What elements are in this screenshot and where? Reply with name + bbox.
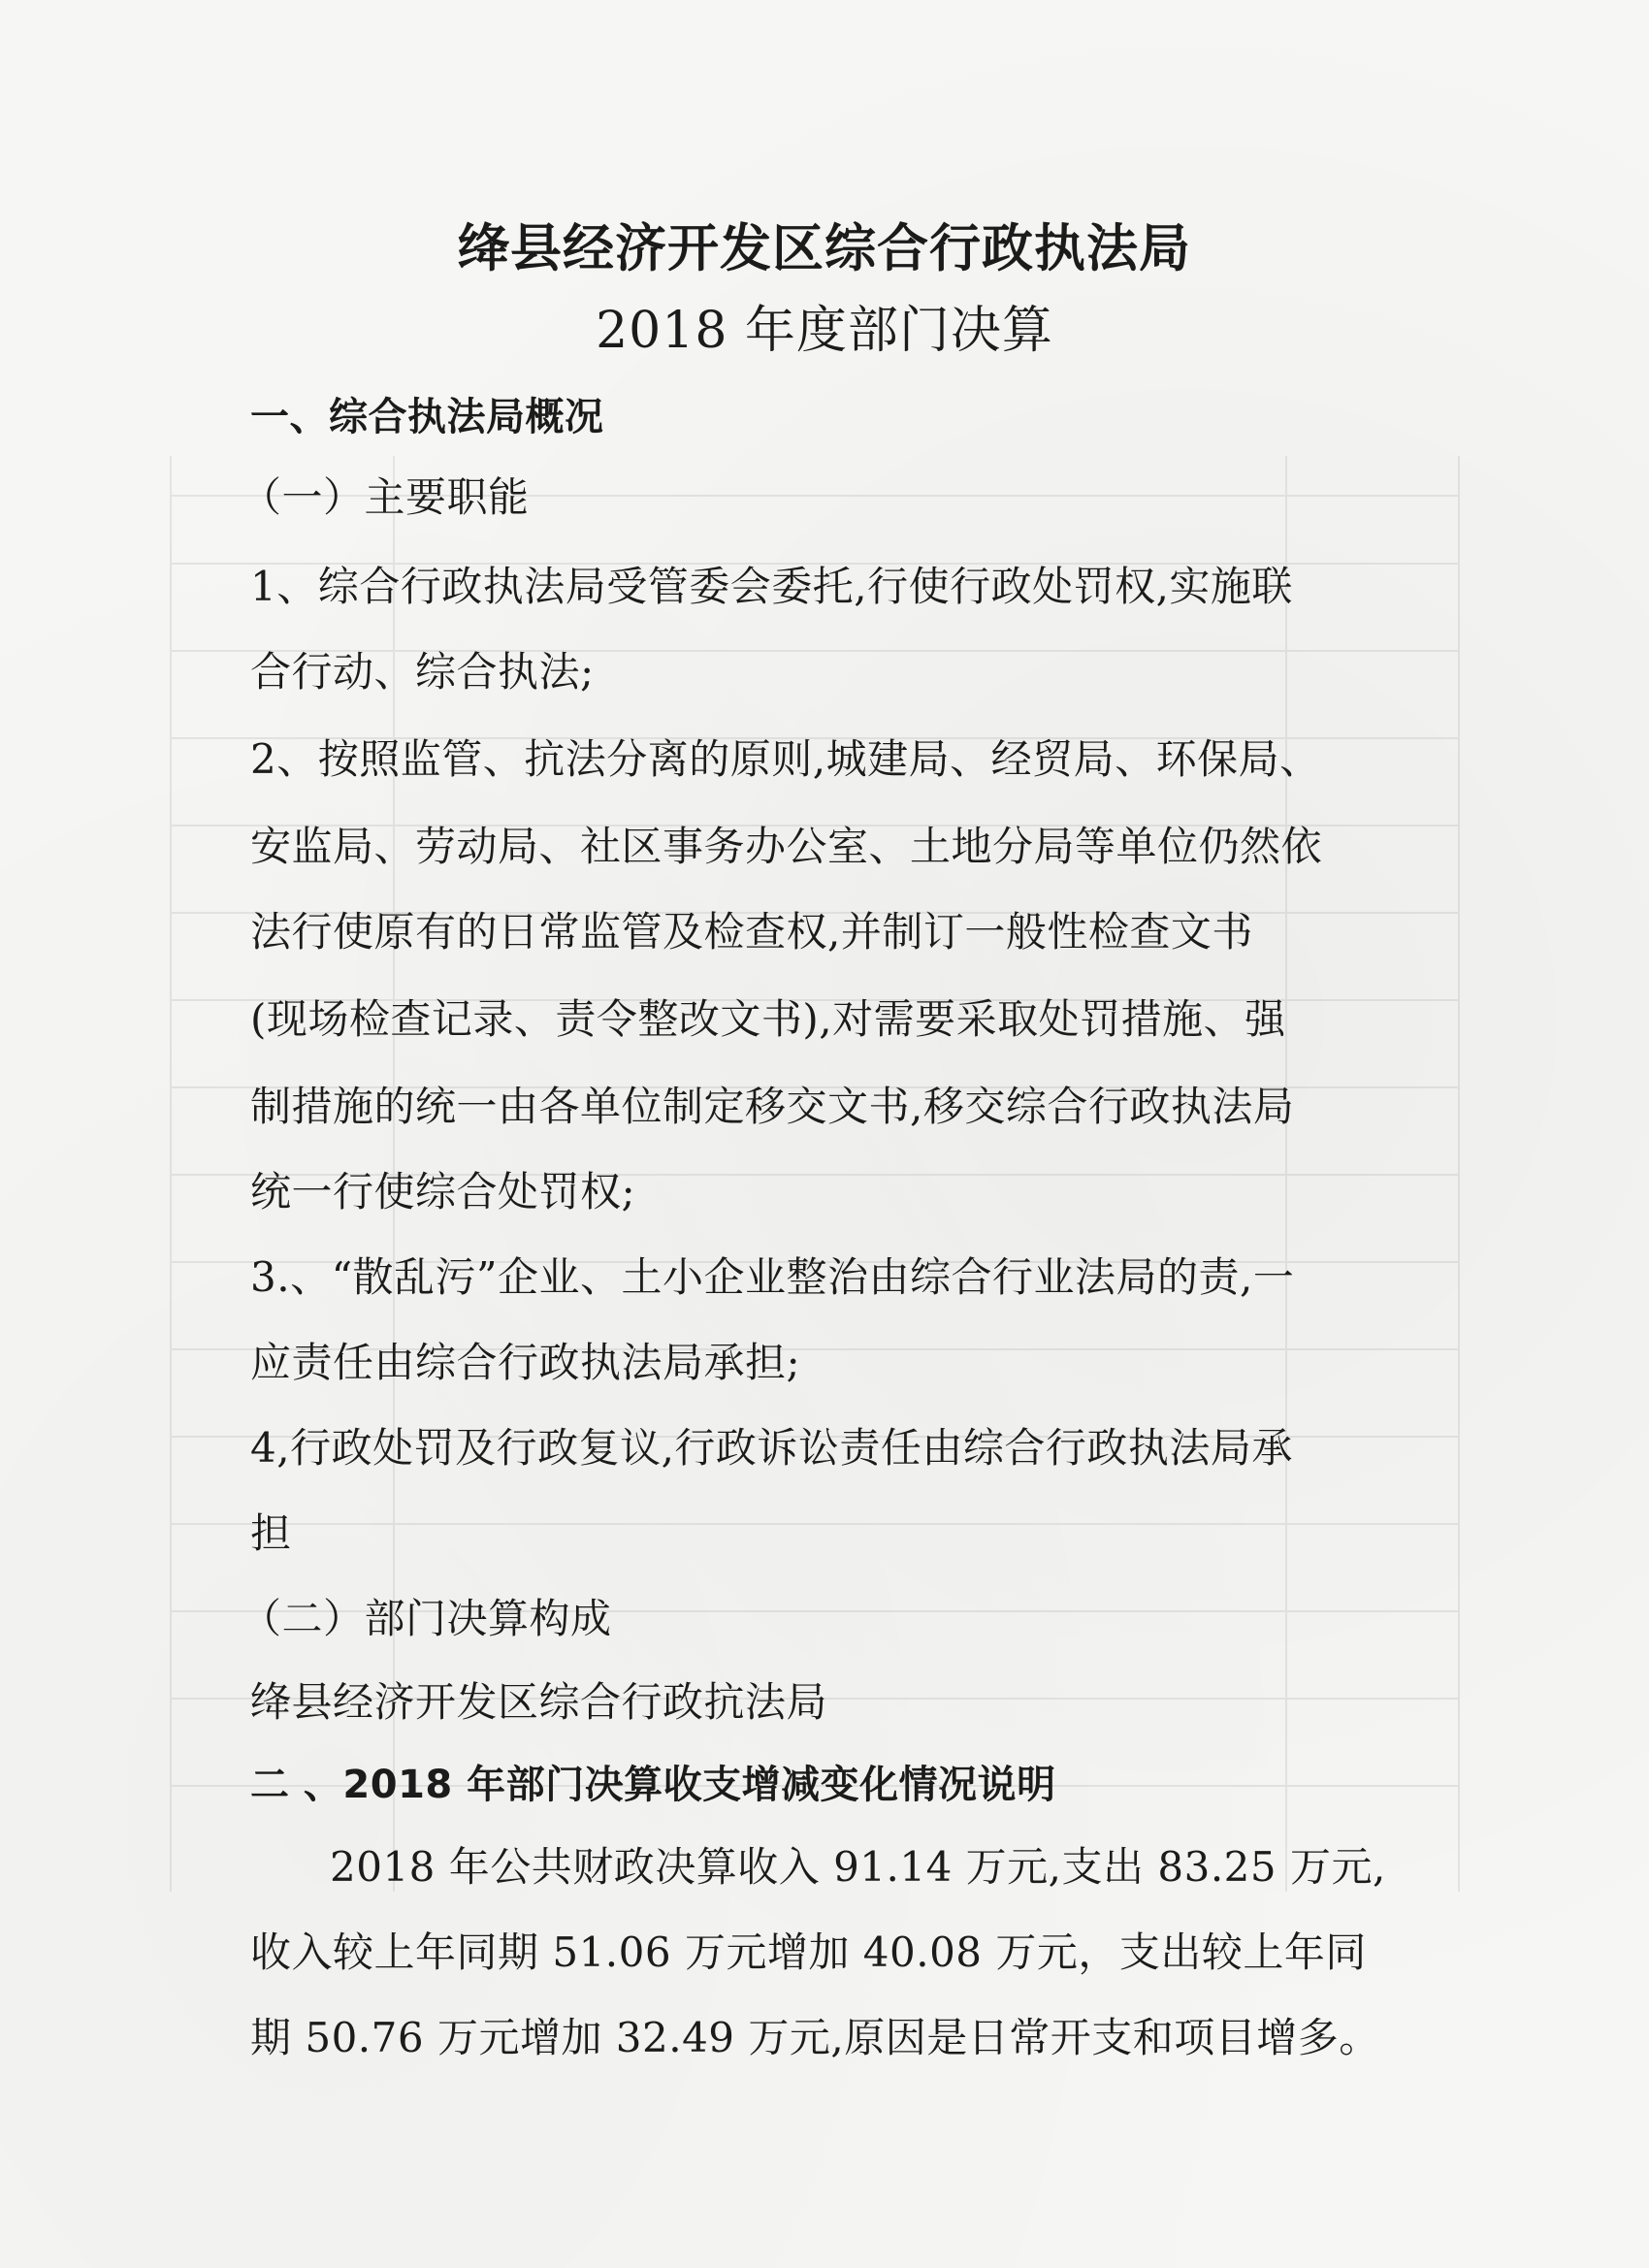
document-title: 绛县经济开发区综合行政执法局	[458, 219, 1191, 278]
paragraph-line: 3.、“散乱污”企业、土小企业整治由综合行业法局的责,一	[250, 1253, 1295, 1301]
paragraph-line: 应责任由综合行政执法局承担;	[250, 1339, 801, 1386]
section-1-heading: 一、综合执法局概况	[250, 395, 604, 439]
paragraph-line: 2018 年公共财政决算收入 91.14 万元,支出 83.25 万元,	[330, 1843, 1386, 1891]
paragraph-line: 2、按照监管、抗法分离的原则,城建局、经贸局、环保局、	[250, 735, 1321, 783]
section-2-heading: 二 、2018 年部门决算收支增减变化情况说明	[250, 1763, 1056, 1807]
subsection-2-body: 绛县经济开发区综合行政抗法局	[250, 1678, 828, 1726]
paragraph-line: (现场检查记录、责令整改文书),对需要采取处罚措施、强	[250, 995, 1286, 1043]
paragraph-line: 期 50.76 万元增加 32.49 万元,原因是日常开支和项目增多。	[250, 2014, 1380, 2061]
paragraph-line: 法行使原有的日常监管及检查权,并制订一般性检查文书	[250, 908, 1253, 956]
paragraph-line: 担	[250, 1509, 292, 1557]
subsection-1-heading: （一）主要职能	[241, 473, 530, 521]
paragraph-line: 合行动、综合执法;	[250, 648, 595, 696]
subsection-2-heading: （二）部门决算构成	[241, 1595, 612, 1642]
document-subtitle: 2018 年度部门决算	[596, 302, 1053, 360]
paragraph-line: 制措施的统一由各单位制定移交文书,移交综合行政执法局	[250, 1083, 1295, 1130]
paragraph-line: 4,行政处罚及行政复议,行政诉讼责任由综合行政执法局承	[250, 1424, 1293, 1472]
paragraph-line: 统一行使综合处罚权;	[250, 1168, 636, 1215]
paragraph-line: 收入较上年同期 51.06 万元增加 40.08 万元，支出较上年同	[250, 1928, 1367, 1976]
paragraph-line: 安监局、劳动局、社区事务办公室、土地分局等单位仍然依	[250, 823, 1323, 870]
paragraph-line: 1、综合行政执法局受管委会委托,行使行政处罚权,实施联	[250, 563, 1293, 610]
